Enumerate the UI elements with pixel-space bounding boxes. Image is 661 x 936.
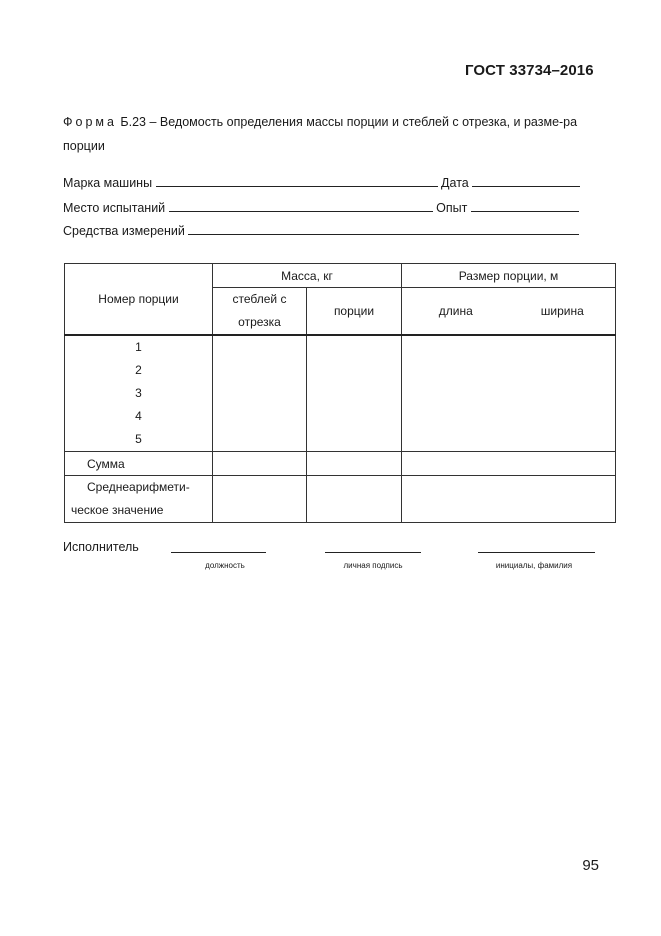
size-header: Размер порции, м — [402, 264, 616, 288]
test-place-row — [63, 201, 579, 215]
form-prefix: Форма — [63, 115, 117, 129]
portion-table — [64, 263, 616, 523]
name-line[interactable] — [478, 552, 595, 553]
experiment-label: Опыт — [436, 201, 468, 215]
stems-cut-header: стеблей с отрезка — [213, 288, 307, 336]
machine-brand-row — [63, 176, 580, 190]
row-number: 3 — [135, 386, 142, 400]
mean-width-cell[interactable] — [510, 476, 616, 523]
row-number: 5 — [135, 432, 142, 446]
mean-label: Среднеарифмети-ческое значение — [65, 476, 213, 523]
machine-brand-field[interactable] — [156, 176, 438, 187]
stems-mass-cell[interactable] — [213, 335, 307, 452]
mean-stems-cell[interactable] — [213, 476, 307, 523]
position-line[interactable] — [171, 552, 266, 553]
experiment-field[interactable] — [471, 201, 579, 212]
date-label: Дата — [441, 176, 469, 190]
sum-stems-cell[interactable] — [213, 452, 307, 476]
page-number: 95 — [582, 857, 599, 874]
portion-mass-header: порции — [307, 288, 402, 336]
instruments-field[interactable] — [188, 224, 579, 235]
row-numbers — [65, 335, 213, 452]
width-cell[interactable] — [510, 335, 616, 452]
length-cell[interactable] — [402, 335, 510, 452]
position-caption: должность — [205, 561, 245, 570]
date-field[interactable] — [472, 176, 580, 187]
instruments-row — [63, 224, 579, 238]
portion-mass-cell[interactable] — [307, 335, 402, 452]
signature-line[interactable] — [325, 552, 421, 553]
sum-length-cell[interactable] — [402, 452, 510, 476]
executor-label: Исполнитель — [63, 540, 139, 554]
mass-header: Масса, кг — [213, 264, 402, 288]
machine-brand-label: Марка машины — [63, 176, 153, 190]
instruments-label: Средства измерений — [63, 224, 185, 238]
form-title-text: Б.23 – Ведомость определения массы порции и стеблей с отрезка, и разме-ра порции — [63, 115, 578, 153]
test-place-field[interactable] — [169, 201, 433, 212]
form-title — [63, 110, 603, 158]
width-header: ширина — [510, 288, 616, 336]
portion-number-header: Номер порции — [65, 264, 213, 336]
mean-length-cell[interactable] — [402, 476, 510, 523]
sum-portion-cell[interactable] — [307, 452, 402, 476]
row-number: 1 — [135, 340, 142, 354]
name-caption: инициалы, фамилия — [495, 561, 573, 570]
sum-width-cell[interactable] — [510, 452, 616, 476]
row-number: 4 — [135, 409, 142, 423]
sum-label: Сумма — [65, 452, 213, 476]
standard-code: ГОСТ 33734–2016 — [465, 62, 594, 79]
mean-portion-cell[interactable] — [307, 476, 402, 523]
signature-caption: личная подпись — [343, 561, 403, 570]
length-header: длина — [402, 288, 510, 336]
test-place-label: Место испытаний — [63, 201, 166, 215]
row-number: 2 — [135, 363, 142, 377]
